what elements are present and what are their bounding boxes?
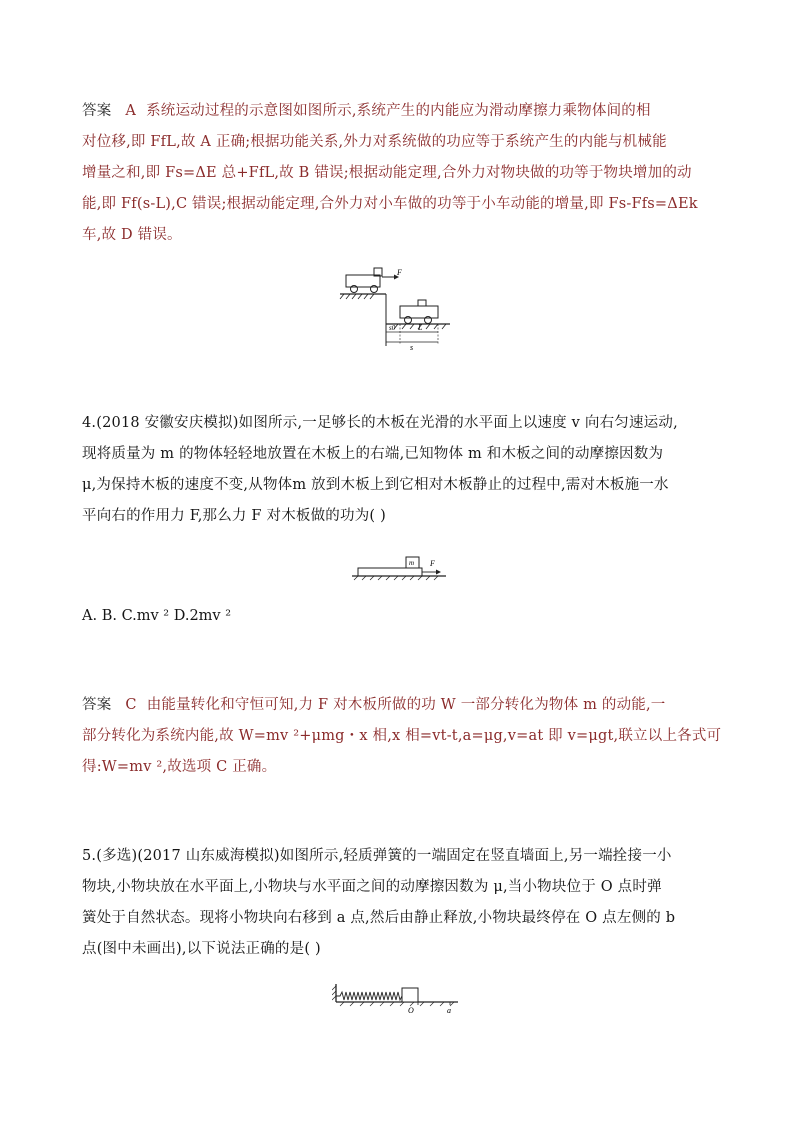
answer-3-line-5: 车,故 D 错误。 xyxy=(82,227,182,243)
question-5 xyxy=(82,841,718,965)
answer-label: 答案 xyxy=(82,697,112,713)
answer-4-line-1: 答案 C 由能量转化和守恒可知,力 F 对木板所做的功 W 一部分转化为物体 m 的动能,一 xyxy=(82,697,666,713)
question-5-line-3: 簧处于自然状态。现将小物块向右移到 a 点,然后由静止释放,小物块最终停在 O 点左侧的 b xyxy=(82,910,676,926)
s0-label: s0 xyxy=(389,324,396,332)
point-O-label: O xyxy=(408,1006,414,1015)
question-4-line-2: 现将质量为 m 的物体轻轻地放置在木板上的右端,已知物体 m 和木板之间的动摩擦因数为 xyxy=(82,446,664,462)
figure-board-mass xyxy=(350,550,450,582)
answer-3-line-2: 对位移,即 FfL,故 A 正确;根据功能关系,外力对系统做的功应等于系统产生的内能与机械能 xyxy=(82,134,667,150)
mass-label: m xyxy=(409,559,415,567)
question-5-line-1: 5.(多选)(2017 山东威海模拟)如图所示,轻质弹簧的一端固定在竖直墙面上,另一端拴接一小 xyxy=(82,848,672,864)
figure-spring-block xyxy=(332,982,464,1016)
question-4-line-1: 4.(2018 安徽安庆模拟)如图所示,一足够长的木板在光滑的水平面上以速度 v 向右匀速运动, xyxy=(82,415,678,431)
answer-4 xyxy=(82,690,722,783)
s-label: s xyxy=(410,343,414,352)
figure-cart-block xyxy=(338,264,458,352)
answer-option: A xyxy=(125,103,137,119)
answer-option: C xyxy=(125,697,137,713)
answer-4-line-3: 得:W=mv ²,故选项 C 正确。 xyxy=(82,759,277,775)
force-label-2: F xyxy=(430,559,435,568)
answer-3-line-3: 增量之和,即 Fs=ΔE 总+FfL,故 B 错误;根据动能定理,合外力对物块做的功等于物块增加的动 xyxy=(82,165,692,181)
point-a-label: a xyxy=(447,1006,451,1015)
question-5-line-2: 物块,小物块放在水平面上,小物块与水平面之间的动摩擦因数为 μ,当小物块位于 O 点时弹 xyxy=(82,879,662,895)
question-4-line-4: 平向右的作用力 F,那么力 F 对木板做的功为( ) xyxy=(82,508,386,524)
answer-4-line-2: 部分转化为系统内能,故 W=mv ²+μmg・x 相,x 相=vt-t,a=μg,v=at 即 v=μgt,联立以上各式可 xyxy=(82,728,722,744)
force-label-1: F xyxy=(397,268,402,277)
answer-3-line-1: 答案 A 系统运动过程的示意图如图所示,系统产生的内能应为滑动摩擦力乘物体间的相 xyxy=(82,103,651,119)
answer-3-line-4: 能,即 Ff(s-L),C 错误;根据动能定理,合外力对小车做的功等于小车动能的增量,即 Fs-Ffs=ΔEk xyxy=(82,196,698,212)
answer-label: 答案 xyxy=(82,103,112,119)
question-4-line-3: μ,为保持木板的速度不变,从物体m 放到木板上到它相对木板静止的过程中,需对木板施一水 xyxy=(82,477,669,493)
L-label: L xyxy=(418,323,423,332)
answer-3 xyxy=(82,96,718,251)
question-4 xyxy=(82,408,718,532)
question-5-line-4: 点(图中未画出),以下说法正确的是( ) xyxy=(82,941,321,957)
question-4-options: A. B. C.mv ² D.2mv ² xyxy=(82,608,232,624)
